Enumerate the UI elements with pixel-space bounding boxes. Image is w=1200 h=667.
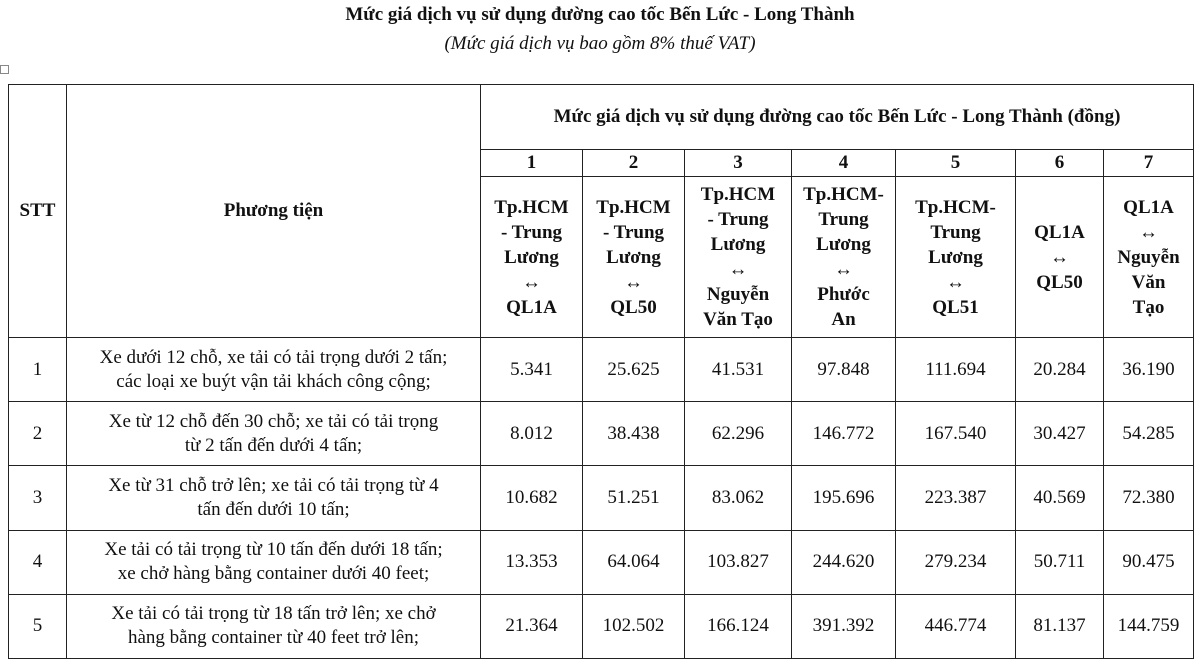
route-header xyxy=(1104,177,1194,338)
route-header xyxy=(792,177,896,338)
price-cell: 103.827 xyxy=(685,530,792,594)
table-move-handle-icon[interactable] xyxy=(0,65,9,74)
price-group-header: Mức giá dịch vụ sử dụng đường cao tốc Bến Lức - Long Thành (đồng) xyxy=(481,85,1194,150)
route-label-line: Lương xyxy=(606,246,661,268)
price-cell: 223.387 xyxy=(896,466,1016,530)
column-number: 6 xyxy=(1016,150,1104,177)
route-label-line: Lương xyxy=(928,246,983,268)
column-number: 2 xyxy=(583,150,685,177)
route-label-line: Văn xyxy=(1131,271,1166,293)
route-label-line: Nguyễn xyxy=(1117,246,1180,268)
route-label-line: - Trung xyxy=(707,209,769,230)
vehicle-description xyxy=(67,402,481,466)
column-number: 4 xyxy=(792,150,896,177)
route-label-line: Trung xyxy=(930,221,981,243)
route-header xyxy=(583,177,685,338)
column-number: 7 xyxy=(1104,150,1194,177)
route-label-line: Tạo xyxy=(1132,296,1165,318)
stt-header: STT xyxy=(9,85,67,338)
price-cell: 83.062 xyxy=(685,466,792,530)
price-cell: 62.296 xyxy=(685,402,792,466)
route-label-line: Tp.HCM xyxy=(596,196,671,218)
route-label-line: QL50 xyxy=(1036,271,1083,293)
row-stt: 2 xyxy=(9,402,67,466)
route-label-line: Lương xyxy=(504,246,559,268)
vehicle-description xyxy=(67,338,481,402)
column-number: 3 xyxy=(685,150,792,177)
vehicle-description-line: từ 2 tấn đến dưới 4 tấn; xyxy=(184,434,363,456)
route-label-line: Tp.HCM- xyxy=(915,196,996,218)
route-label-line: QL1A xyxy=(1123,196,1174,218)
price-cell: 50.711 xyxy=(1016,530,1104,594)
price-cell: 97.848 xyxy=(792,338,896,402)
route-header xyxy=(481,177,583,338)
bidirectional-arrow-icon: ↔ xyxy=(624,271,643,293)
price-cell: 54.285 xyxy=(1104,402,1194,466)
price-cell: 102.502 xyxy=(583,594,685,658)
vehicle-description-line: Xe từ 31 chỗ trở lên; xe tải có tải trọng từ 4 xyxy=(108,474,439,496)
route-label-line: Trung xyxy=(818,209,869,230)
bidirectional-arrow-icon: ↔ xyxy=(834,259,853,280)
row-stt: 1 xyxy=(9,338,67,402)
route-label-line: An xyxy=(831,309,856,330)
route-header xyxy=(896,177,1016,338)
price-cell: 20.284 xyxy=(1016,338,1104,402)
price-table xyxy=(8,84,1194,659)
price-cell: 167.540 xyxy=(896,402,1016,466)
route-header xyxy=(1016,177,1104,338)
table-row xyxy=(9,594,1194,658)
vehicle-description xyxy=(67,594,481,658)
route-label-line: QL1A xyxy=(1034,221,1085,243)
price-cell: 72.380 xyxy=(1104,466,1194,530)
vehicle-description-line: tấn đến dưới 10 tấn; xyxy=(197,498,350,520)
route-label-line: Tp.HCM- xyxy=(803,184,884,205)
price-cell: 146.772 xyxy=(792,402,896,466)
route-label-line: QL50 xyxy=(610,296,657,318)
vehicle-description-line: các loại xe buýt vận tải khách công cộng; xyxy=(116,370,431,392)
route-label-line: Lương xyxy=(816,234,871,255)
route-label-line: Tp.HCM xyxy=(700,184,776,205)
vehicle-description-line: Xe từ 12 chỗ đến 30 chỗ; xe tải có tải trọng xyxy=(108,410,439,432)
price-cell: 21.364 xyxy=(481,594,583,658)
bidirectional-arrow-icon: ↔ xyxy=(1139,221,1159,243)
route-label-line: Lương xyxy=(710,234,766,255)
table-row xyxy=(9,402,1194,466)
price-cell: 279.234 xyxy=(896,530,1016,594)
price-cell: 446.774 xyxy=(896,594,1016,658)
price-cell: 38.438 xyxy=(583,402,685,466)
price-cell: 8.012 xyxy=(481,402,583,466)
price-cell: 244.620 xyxy=(792,530,896,594)
column-number: 5 xyxy=(896,150,1016,177)
price-cell: 64.064 xyxy=(583,530,685,594)
price-cell: 10.682 xyxy=(481,466,583,530)
price-cell: 5.341 xyxy=(481,338,583,402)
bidirectional-arrow-icon: ↔ xyxy=(522,271,541,293)
vehicle-description xyxy=(67,530,481,594)
price-cell: 51.251 xyxy=(583,466,685,530)
price-cell: 25.625 xyxy=(583,338,685,402)
vehicle-description-line: Xe tải có tải trọng từ 18 tấn trở lên; xe chở xyxy=(111,603,436,625)
price-cell: 111.694 xyxy=(896,338,1016,402)
route-label-line: Phước xyxy=(817,284,870,305)
bidirectional-arrow-icon: ↔ xyxy=(728,259,748,280)
price-cell: 30.427 xyxy=(1016,402,1104,466)
bidirectional-arrow-icon: ↔ xyxy=(946,271,965,293)
vehicle-description-line: hàng bằng container từ 40 feet trở lên; xyxy=(128,627,419,649)
route-header xyxy=(685,177,792,338)
route-label-line: Văn Tạo xyxy=(703,309,773,330)
vehicle-description xyxy=(67,466,481,530)
page-title: Mức giá dịch vụ sử dụng đường cao tốc Bến Lức - Long Thành xyxy=(345,4,855,25)
route-label-line: - Trung xyxy=(602,221,665,243)
column-number: 1 xyxy=(481,150,583,177)
row-stt: 5 xyxy=(9,594,67,658)
price-cell: 166.124 xyxy=(685,594,792,658)
row-stt: 4 xyxy=(9,530,67,594)
bidirectional-arrow-icon: ↔ xyxy=(1050,246,1069,268)
route-label-line: - Trung xyxy=(500,221,563,243)
table-body xyxy=(9,338,1194,659)
table-row xyxy=(9,466,1194,530)
table-row xyxy=(9,338,1194,402)
price-cell: 40.569 xyxy=(1016,466,1104,530)
vehicle-description-line: xe chở hàng bằng container dưới 40 feet; xyxy=(117,563,430,585)
page-subtitle: (Mức giá dịch vụ bao gồm 8% thuế VAT) xyxy=(444,33,756,54)
price-cell: 81.137 xyxy=(1016,594,1104,658)
price-cell: 144.759 xyxy=(1104,594,1194,658)
vehicle-description-line: Xe tải có tải trọng từ 10 tấn đến dưới 18 tấn; xyxy=(104,539,443,561)
price-cell: 36.190 xyxy=(1104,338,1194,402)
price-cell: 90.475 xyxy=(1104,530,1194,594)
price-cell: 195.696 xyxy=(792,466,896,530)
route-label-line: Tp.HCM xyxy=(494,196,569,218)
route-label-line: Nguyễn xyxy=(706,284,770,305)
price-cell: 391.392 xyxy=(792,594,896,658)
route-label-line: QL1A xyxy=(506,296,557,318)
vehicle-header: Phương tiện xyxy=(67,85,481,338)
route-label-line: QL51 xyxy=(932,296,979,318)
price-cell: 41.531 xyxy=(685,338,792,402)
table-row xyxy=(9,530,1194,594)
row-stt: 3 xyxy=(9,466,67,530)
vehicle-description-line: Xe dưới 12 chỗ, xe tải có tải trọng dưới 2 tấn; xyxy=(99,346,448,368)
price-cell: 13.353 xyxy=(481,530,583,594)
